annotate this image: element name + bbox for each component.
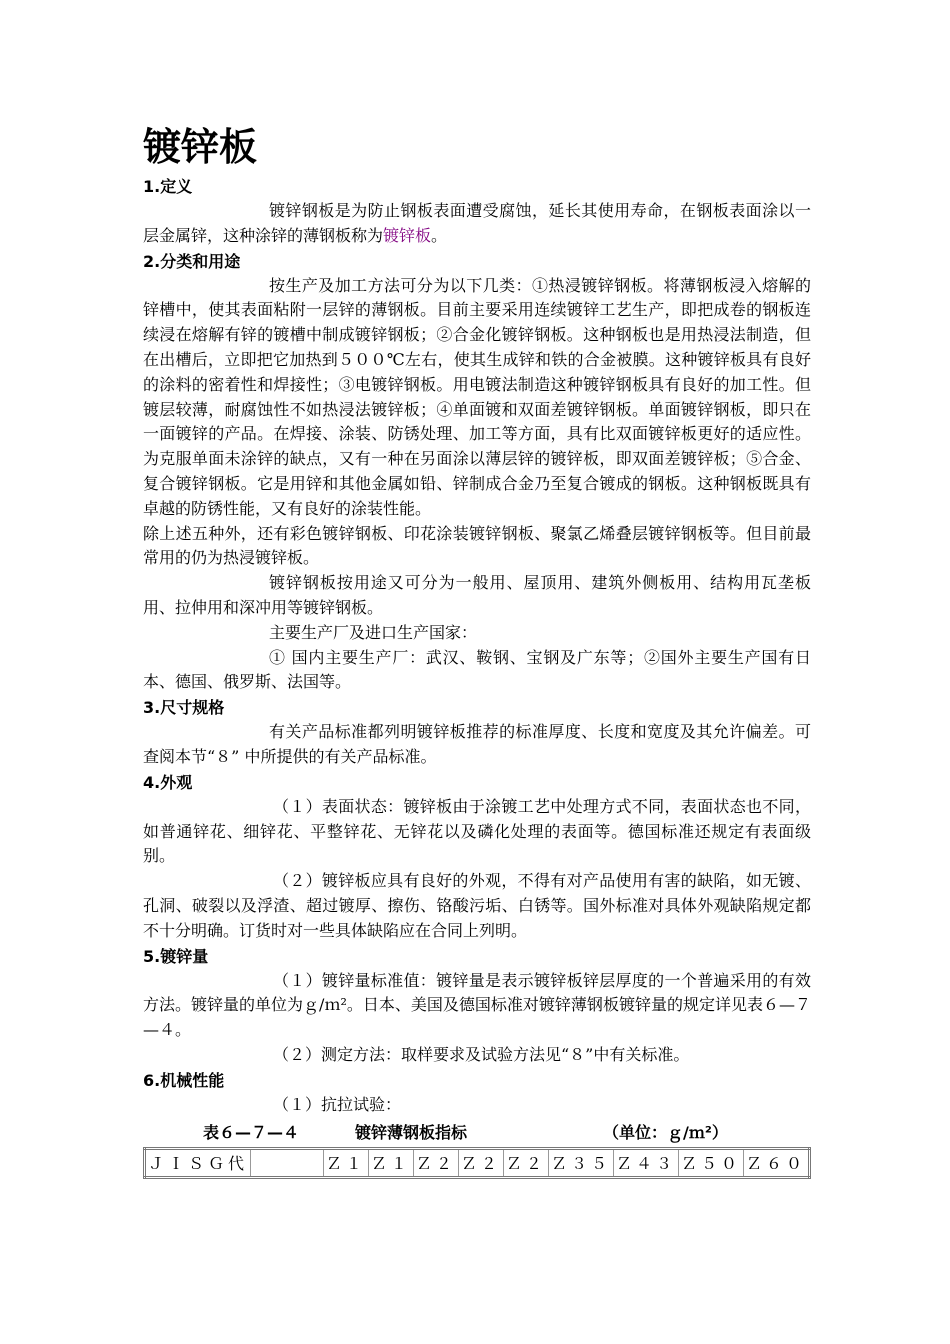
coating-spec-table (143, 1147, 811, 1179)
table-cell: Ｚ２ (503, 1148, 548, 1177)
paragraph-classification-others: 除上述五种外，还有彩色镀锌钢板、印花涂装镀锌钢板、聚氯乙烯叠层镀锌钢板等。但目前最常用的仍为热浸镀锌板。 (143, 523, 811, 568)
paragraph-producers-list: ① 国内主要生产厂：武汉、鞍钢、宝钢及广东等；②国外主要生产国有日本、德国、俄罗斯、法国等。 (143, 647, 811, 692)
table-cell: ＪＩＳＧ代 (145, 1148, 251, 1177)
document-page (143, 120, 811, 1179)
table-caption (143, 1120, 811, 1145)
table-cell: Ｚ１ (323, 1148, 368, 1177)
table-cell: Ｚ３５ (548, 1148, 613, 1177)
section-heading-definition: 1.定义 (143, 177, 193, 196)
table-cell: Ｚ２ (413, 1148, 458, 1177)
table-cell: Ｚ２ (458, 1148, 503, 1177)
page-title: 镀锌板 (143, 125, 258, 169)
paragraph-producers-heading: 主要生产厂及进口生产国家： (269, 622, 478, 642)
table-number: 表６—７—４ (203, 1122, 300, 1142)
table-cell: Ｚ５０ (678, 1148, 743, 1177)
paragraph-coating-method: （２）测定方法：取样要求及试验方法见“８”中有关标准。 (273, 1044, 690, 1064)
table-cell (251, 1148, 324, 1177)
section-heading-appearance: 4.外观 (143, 772, 193, 792)
paragraph-tensile-test: （１）抗拉试验： (273, 1094, 402, 1114)
section-heading-dimensions: 3.尺寸规格 (143, 698, 225, 718)
paragraph-coating-standard: （１）镀锌量标准值：镀锌量是表示镀锌板锌层厚度的一个普遍采用的有效方法。镀锌量的单位为ｇ/ｍ²。日本、美国及德国标准对镀锌薄钢板镀锌量的规定详见表６—７—４。 (143, 970, 811, 1040)
table-title: 镀锌薄钢板指标 (355, 1122, 468, 1142)
section-heading-classification: 2.分类和用途 (143, 251, 241, 271)
table-row (145, 1148, 810, 1177)
table-cell: Ｚ１ (368, 1148, 413, 1177)
paragraph-classification-types: 按生产及加工方法可分为以下几类：①热浸镀锌钢板。将薄钢板浸入熔解的锌槽中，使其表面粘附一层锌的薄钢板。目前主要采用连续镀锌工艺生产，即把成卷的钢板连续浸在熔解有锌的镀槽中制成镀锌钢板；②合金化镀锌钢板。这种钢板也是用热浸法制造，但在出槽后，立即把它加热到５００℃左右，使其生成锌和铁的合金被膜。这种镀锌板具有良好的涂料的密着性和焊接性；③电镀锌钢板。用电镀法制造这种镀锌钢板具有良好的加工性。但镀层较薄，耐腐蚀性不如热浸法镀锌板；④单面镀和双面差镀锌钢板。单面镀锌钢板，即只在一面镀锌的产品。在焊接、涂装、防锈处理、加工等方面，具有比双面镀锌板更好的适应性。为克服单面未涂锌的缺点，又有一种在另面涂以薄层锌的镀锌板，即双面差镀锌板；⑤合金、复合镀锌钢板。它是用锌和其他金属如铅、锌制成合金乃至复合镀成的钢板。这种钢板既具有卓越的防锈性能，又有良好的涂装性能。 (143, 275, 811, 518)
paragraph-dimensions: 有关产品标准都列明镀锌板推荐的标准厚度、长度和宽度及其允许偏差。可查阅本节“８” 中所提供的有关产品标准。 (143, 722, 811, 766)
paragraph-definition: 镀锌钢板是为防止钢板表面遭受腐蚀，延长其使用寿命，在钢板表面涂以一层金属锌，这种涂锌的薄钢板称为镀锌板。 (143, 201, 811, 245)
table-cell: Ｚ４３ (613, 1148, 678, 1177)
section-heading-mechanical: 6.机械性能 (143, 1070, 225, 1090)
table-cell: Ｚ６０ (743, 1148, 809, 1177)
paragraph-appearance-surface: （１）表面状态：镀锌板由于涂镀工艺中处理方式不同，表面状态也不同，如普通锌花、细锌花、平整锌花、无锌花以及磷化处理的表面等。德国标准还规定有表面级别。 (143, 796, 811, 866)
galvanized-sheet-link[interactable]: 镀锌板 (383, 225, 432, 245)
paragraph-classification-uses: 镀锌钢板按用途又可分为一般用、屋顶用、建筑外侧板用、结构用瓦垄板用、拉伸用和深冲用等镀锌钢板。 (143, 573, 811, 617)
table-unit: （单位：ｇ/ｍ²） (603, 1122, 728, 1142)
section-heading-coating-weight: 5.镀锌量 (143, 946, 209, 966)
paragraph-appearance-defects: （２）镀锌板应具有良好的外观，不得有对产品使用有害的缺陷，如无镀、孔洞、破裂以及浮渣、超过镀厚、擦伤、铬酸污垢、白锈等。国外标准对具体外观缺陷规定都不十分明确。订货时对一些具体缺陷应在合同上列明。 (143, 871, 811, 940)
